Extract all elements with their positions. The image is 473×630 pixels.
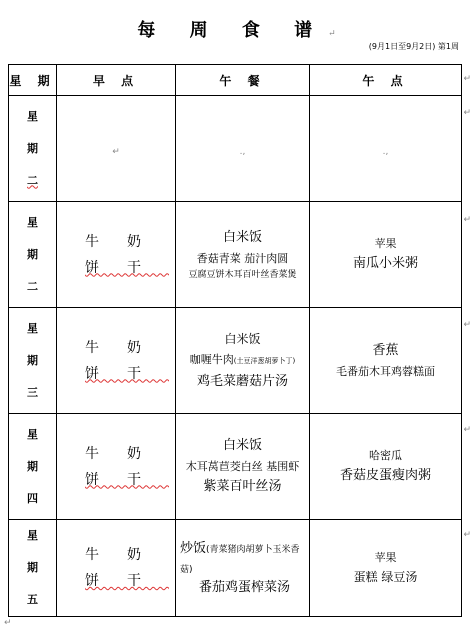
lunch-item: 紫菜百叶丝汤 [203, 479, 282, 494]
return-mark: ↵ [463, 320, 471, 330]
table-row [9, 96, 462, 202]
snack-cell [310, 414, 462, 520]
weekday-cell [9, 96, 57, 202]
weekday-char: 星 [27, 529, 38, 542]
breakfast-cell [57, 520, 176, 617]
header-breakfast: 早 点 [57, 65, 176, 96]
weekday-char: 期 [27, 561, 38, 574]
lunch-cell [176, 202, 310, 308]
breakfast-cell [57, 414, 176, 520]
lunch-item: 白米饭 [222, 438, 262, 453]
return-mark: ↵ [4, 618, 12, 628]
breakfast-item: 牛奶 [85, 445, 169, 462]
breakfast-item: 饼干 [85, 573, 169, 589]
header-lunch: 午 餐 [176, 65, 310, 96]
weekday-char: 星 [27, 215, 38, 229]
breakfast-item: 牛奶 [85, 339, 169, 356]
snack-item: 蛋糕 绿豆汤 [353, 570, 418, 584]
weekday-char: 三 [27, 385, 38, 399]
lunch-item: 豆腐豆饼木耳百叶丝香菜煲 [188, 270, 297, 280]
snack-cell [310, 520, 462, 617]
menu-title: 每 周 食 谱 ↵ [137, 20, 336, 41]
table-row [9, 414, 462, 520]
weekday-char: 期 [27, 459, 38, 473]
snack-item: 南瓜小米粥 [352, 256, 418, 271]
weekday-char: 期 [27, 141, 38, 155]
return-mark: ↵ [463, 530, 471, 540]
lunch-item: 白米饭 [222, 230, 262, 245]
weekday-char: 星 [27, 109, 38, 123]
breakfast-cell [57, 202, 176, 308]
breakfast-cell [57, 308, 176, 414]
table-row [9, 308, 462, 414]
return-mark: ↵ [328, 29, 336, 39]
weekday-cell [9, 308, 57, 414]
lunch-cell [176, 96, 310, 202]
lunch-item: 番茄鸡蛋榨菜汤 [198, 579, 290, 595]
weekday-char: 期 [27, 353, 38, 367]
table-header-row [9, 65, 462, 96]
table-row [9, 202, 462, 308]
snack-cell [310, 308, 462, 414]
lunch-item: 白米饭 [224, 331, 261, 346]
header-snack: 午 点 [310, 65, 462, 96]
weekday-char: 五 [27, 593, 38, 606]
lunch-cell [176, 308, 310, 414]
lunch-item: 香菇青菜 茄汁肉圆 [196, 252, 289, 265]
lunch-cell [176, 414, 310, 520]
snack-item: 苹果 [374, 237, 397, 250]
snack-cell [310, 96, 462, 202]
lunch-cell [176, 520, 310, 617]
lunch-item: 咖喱牛肉(土豆洋葱胡萝卜丁) [189, 352, 296, 366]
weekday-char: 二 [27, 173, 38, 187]
weekday-char: 星 [27, 427, 38, 441]
cell-end-mark: ., [382, 147, 389, 157]
weekday-cell [9, 520, 57, 617]
lunch-item: 炒饭(青菜猪肉胡萝卜玉米香菇) [180, 540, 300, 575]
return-mark: ↵ [463, 215, 471, 225]
breakfast-item: 饼干 [85, 365, 169, 382]
weekday-cell [9, 202, 57, 308]
weekly-menu-table [8, 64, 462, 617]
snack-item: 香菇皮蛋瘦肉粥 [339, 468, 431, 483]
breakfast-item: 牛奶 [85, 233, 169, 250]
breakfast-cell [57, 96, 176, 202]
breakfast-item: 牛奶 [85, 547, 169, 563]
lunch-item: 鸡毛菜蘑菇片汤 [196, 373, 288, 389]
weekday-char: 期 [27, 247, 38, 261]
weekday-cell [9, 414, 57, 520]
snack-item: 哈密瓜 [369, 449, 402, 462]
return-mark: ↵ [463, 74, 471, 84]
lunch-item: 木耳莴苣茭白丝 基围虾 [185, 460, 300, 473]
snack-item: 香蕉 [372, 343, 399, 358]
return-mark: ↵ [463, 425, 471, 435]
snack-item: 毛番茄木耳鸡蓉糕面 [336, 365, 435, 378]
date-range: (9月1日至9月2日) 第1周 [368, 42, 459, 51]
weekday-char: 四 [27, 491, 38, 505]
return-mark: ↵ [112, 147, 120, 157]
table-row [9, 520, 462, 617]
weekday-char: 星 [27, 321, 38, 335]
return-mark: ↵ [463, 108, 471, 118]
snack-item: 苹果 [374, 551, 397, 564]
breakfast-item: 饼干 [85, 471, 169, 488]
weekday-char: 二 [27, 279, 38, 293]
snack-cell [310, 202, 462, 308]
breakfast-item: 饼干 [85, 259, 169, 276]
header-weekday: 星 期 [9, 65, 57, 96]
cell-end-mark: ., [239, 147, 246, 157]
